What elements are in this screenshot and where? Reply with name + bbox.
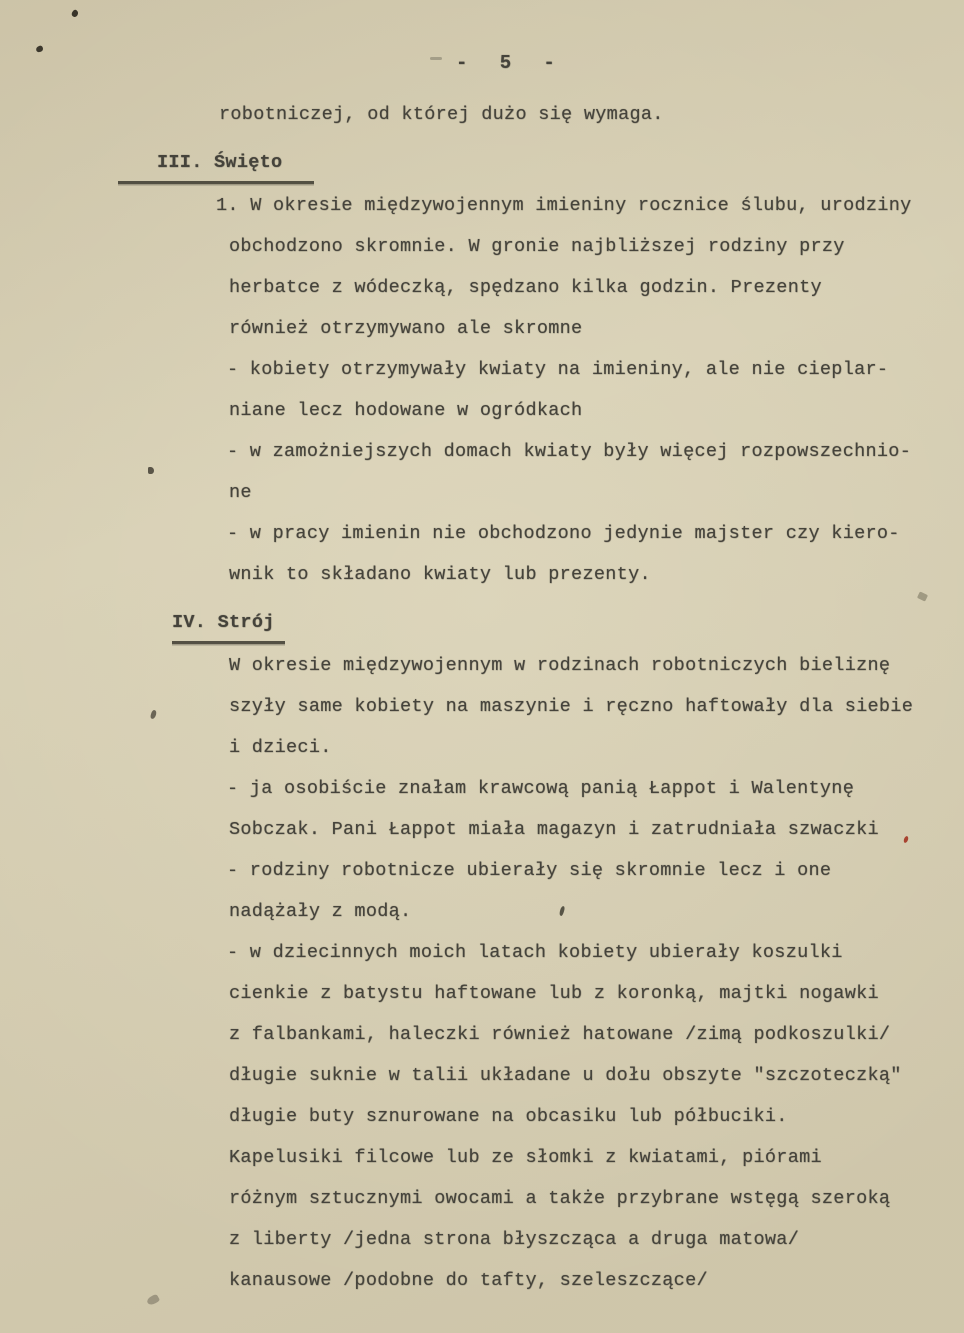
text-line: - w zamożniejszych domach kwiaty były więcej rozpowszechnio- xyxy=(227,441,912,462)
text-line: 1. W okresie międzywojennym imieniny rocznice ślubu, urodziny xyxy=(216,195,912,216)
text-line: i dzieci. xyxy=(229,737,332,758)
text-line: W okresie międzywojennym w rodzinach robotniczych bieliznę xyxy=(229,655,891,676)
text-line: herbatce z wódeczką, spędzano kilka godzin. Prezenty xyxy=(229,277,822,298)
text-line: szyły same kobiety na maszynie i ręczno haftowały dla siebie xyxy=(229,696,914,717)
page-number: - 5 - xyxy=(456,52,566,74)
text-line: kanausowe /podobne do tafty, szeleszczące/ xyxy=(229,1270,708,1291)
text-line: wnik to składano kwiaty lub prezenty. xyxy=(229,564,651,585)
section-heading-iii xyxy=(0,143,964,183)
paper-speckle xyxy=(430,57,442,60)
text-line: nadążały z modą. xyxy=(229,901,412,922)
text-line: z falbankami, haleczki również hatowane /zimą podkoszulki/ xyxy=(229,1024,891,1045)
text-line: robotniczej, od której dużo się wymaga. xyxy=(219,104,664,125)
section-heading-iv xyxy=(0,603,964,643)
text-line: Kapelusiki filcowe lub ze słomki z kwiatami, piórami xyxy=(229,1147,822,1168)
text-line: niane lecz hodowane w ogródkach xyxy=(229,400,583,421)
text-line: - kobiety otrzymywały kwiaty na imieniny, ale nie cieplar- xyxy=(227,359,889,380)
text-line: - w pracy imienin nie obchodzono jedynie majster czy kiero- xyxy=(227,523,900,544)
text-line: różnym sztucznymi owocami a także przybrane wstęgą szeroką xyxy=(229,1188,891,1209)
text-line: również otrzymywano ale skromne xyxy=(229,318,583,339)
paper-speckle xyxy=(71,9,80,18)
text-line: ne xyxy=(229,482,252,503)
section-heading-label: IV. Strój xyxy=(172,608,285,644)
paper-speckle xyxy=(148,467,154,474)
text-line: obchodzono skromnie. W gronie najbliższej rodziny przy xyxy=(229,236,845,257)
typewritten-text-block xyxy=(0,48,964,1301)
text-line: - ja osobiście znałam krawcową panią Łappot i Walentynę xyxy=(227,778,855,799)
text-line: - w dziecinnych moich latach kobiety ubierały koszulki xyxy=(227,942,843,963)
text-line: - rodziny robotnicze ubierały się skromnie lecz i one xyxy=(227,860,832,881)
section-heading-label: III. Święto xyxy=(118,148,314,184)
text-line: cienkie z batystu haftowane lub z koronką, majtki nogawki xyxy=(229,983,879,1004)
text-line: długie buty sznurowane na obcasiku lub półbuciki. xyxy=(229,1106,788,1127)
text-line: z liberty /jedna strona błyszcząca a druga matowa/ xyxy=(229,1229,800,1250)
text-line: długie suknie w talii układane u dołu obszyte "szczoteczką" xyxy=(229,1065,902,1086)
text-line: Sobczak. Pani Łappot miała magazyn i zatrudniała szwaczki xyxy=(229,819,879,840)
